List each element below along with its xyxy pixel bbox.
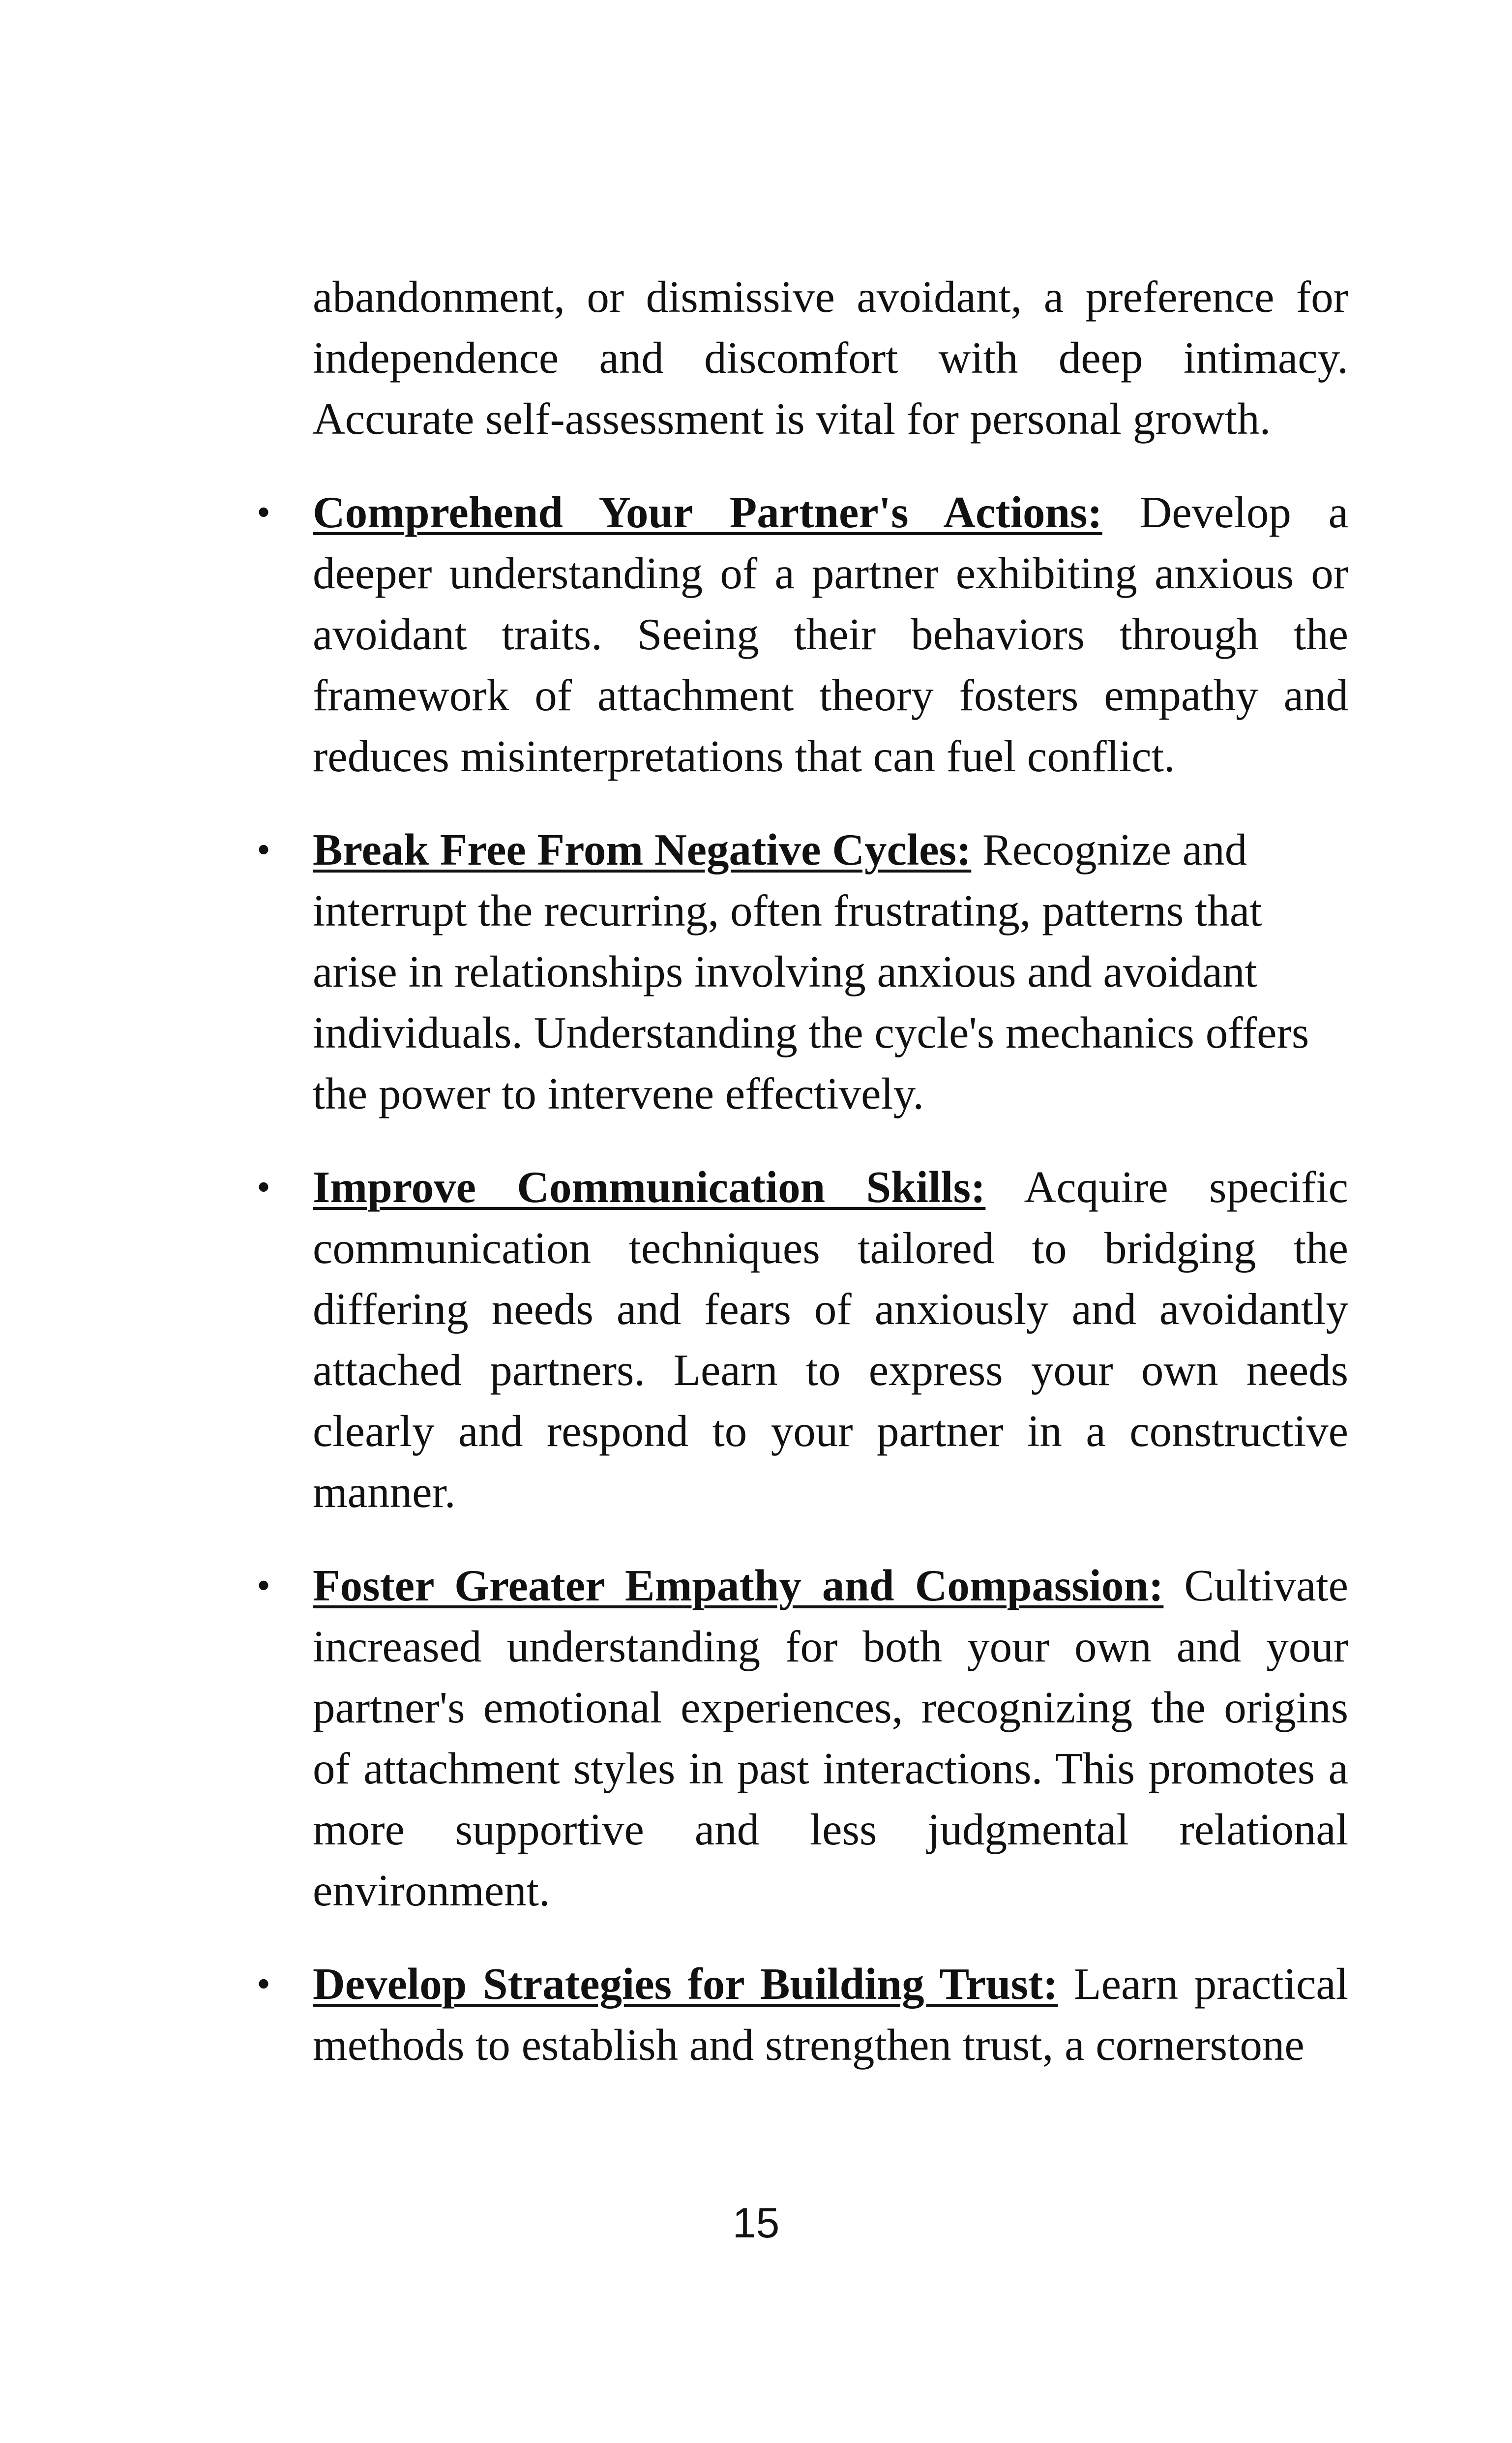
bullet-paragraph — [313, 482, 1348, 787]
bullet-paragraph — [313, 1157, 1348, 1523]
bullet-icon: • — [256, 1962, 270, 2006]
list-item — [256, 1157, 1348, 1523]
bullet-paragraph — [313, 819, 1348, 1124]
page-content — [256, 267, 1349, 2076]
bullet-list — [256, 482, 1349, 2076]
bullet-icon: • — [256, 1166, 270, 1209]
bullet-text: Recognize and interrupt the recurring, often frustrating, patterns that arise in relationships involving anxious and avoidant individuals. Understanding the cycle's mechanics offers the power to intervene effectively. — [313, 825, 1309, 1118]
list-item — [256, 819, 1348, 1124]
list-item — [256, 1555, 1349, 1921]
bullet-icon: • — [256, 828, 270, 872]
bullet-heading: Improve Communication Skills: — [313, 1162, 986, 1212]
bullet-heading: Foster Greater Empathy and Compassion: — [313, 1561, 1164, 1610]
bullet-paragraph — [313, 1555, 1348, 1921]
bullet-icon: • — [256, 1564, 270, 1607]
bullet-text: Acquire specific communication techniques tailored to bridging the differing needs and fears of anxiously and avoidantly attached partners. Learn to express your own needs clearly and respond to your partner in a constructive manner. — [313, 1162, 1348, 1517]
list-item — [256, 1954, 1348, 2076]
page-number: 15 — [732, 2200, 780, 2247]
bullet-text: Learn practical methods to establish and strengthen trust, a cornerstone — [313, 1959, 1348, 2070]
bullet-paragraph — [313, 1954, 1348, 2076]
list-item — [256, 482, 1348, 787]
bullet-icon: • — [256, 491, 270, 534]
bullet-heading: Develop Strategies for Building Trust: — [313, 1959, 1058, 2009]
intro-paragraph: abandonment, or dismissive avoidant, a preference for independence and discomfort with deep intimacy. Accurate self-assessment is vital for personal growth. — [313, 272, 1348, 444]
bullet-text: Develop a deeper understanding of a partner exhibiting anxious or avoidant traits. Seeing their behaviors through the framework of attachment theory fosters empathy and reduces misinterpretations that can fuel conflict. — [313, 487, 1348, 781]
bullet-heading: Comprehend Your Partner's Actions: — [313, 487, 1102, 537]
bullet-text: Cultivate increased understanding for both your own and your partner's emotional experiences, recognizing the origins of attachment styles in past interactions. This promotes a more supportive and less judgmental relational environment. — [313, 1561, 1349, 1915]
bullet-heading: Break Free From Negative Cycles: — [313, 825, 972, 875]
